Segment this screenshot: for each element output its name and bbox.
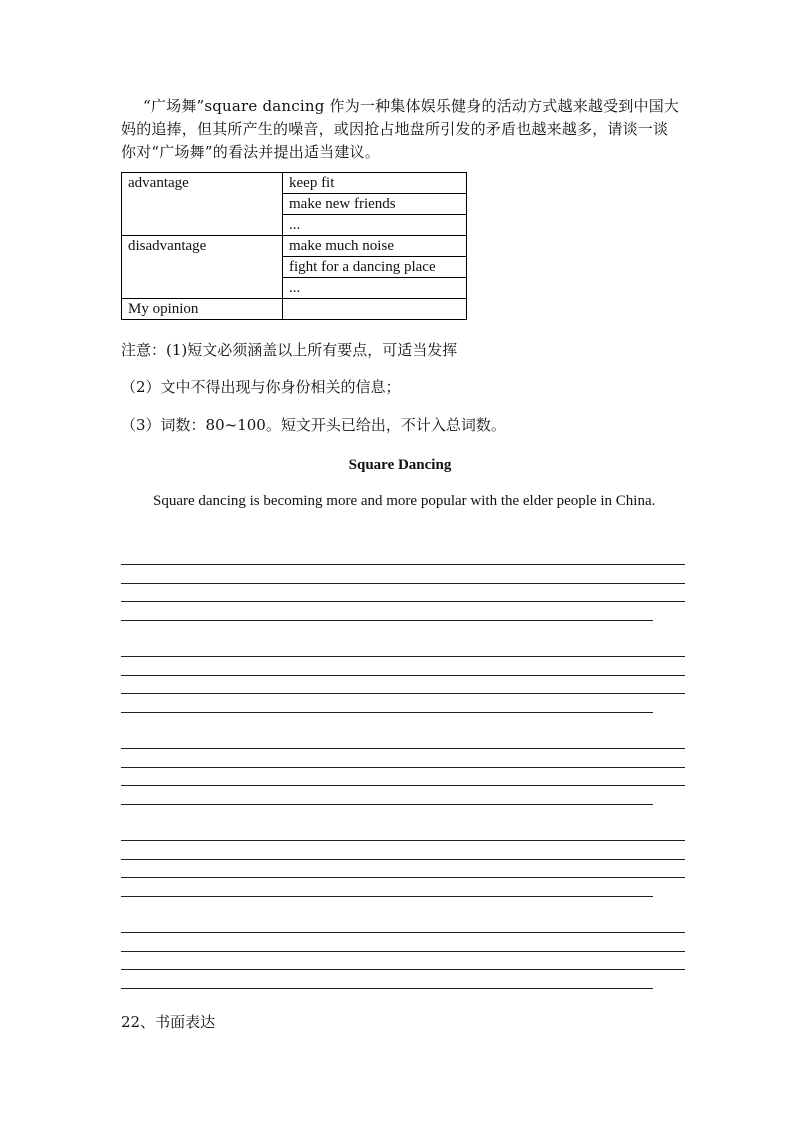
advantage-item: make new friends bbox=[283, 194, 467, 215]
writing-line[interactable] bbox=[121, 932, 685, 933]
writing-line[interactable] bbox=[121, 896, 653, 897]
advantage-item: keep fit bbox=[283, 173, 467, 194]
writing-line[interactable] bbox=[121, 693, 685, 694]
disadvantage-item: fight for a dancing place bbox=[283, 257, 467, 278]
disadvantage-item: ... bbox=[283, 278, 467, 299]
advantage-item: ... bbox=[283, 215, 467, 236]
disadvantage-item: make much noise bbox=[283, 236, 467, 257]
essay-title: Square Dancing bbox=[348, 457, 452, 473]
note-2: （2）文中不得出现与你身份相关的信息； bbox=[121, 378, 401, 396]
writing-line[interactable] bbox=[121, 969, 685, 970]
writing-line[interactable] bbox=[121, 564, 685, 565]
note-1: 注意：(1)短文必须涵盖以上所有要点，可适当发挥 bbox=[121, 341, 458, 359]
writing-line[interactable] bbox=[121, 620, 653, 621]
writing-line[interactable] bbox=[121, 859, 685, 860]
essay-opening: Square dancing is becoming more and more popular with the elder people in China. bbox=[153, 493, 656, 509]
writing-line[interactable] bbox=[121, 877, 685, 878]
opinion-label: My opinion bbox=[122, 299, 283, 320]
writing-line[interactable] bbox=[121, 583, 685, 584]
writing-line[interactable] bbox=[121, 748, 685, 749]
outline-table bbox=[121, 172, 467, 320]
writing-line[interactable] bbox=[121, 675, 685, 676]
writing-line[interactable] bbox=[121, 840, 685, 841]
advantage-label: advantage bbox=[122, 173, 283, 236]
opinion-cell[interactable] bbox=[283, 299, 467, 320]
writing-line[interactable] bbox=[121, 601, 685, 602]
note-3: （3）词数：80~100。短文开头已给出，不计入总词数。 bbox=[121, 416, 506, 434]
writing-line[interactable] bbox=[121, 767, 685, 768]
question-heading: 22、书面表达 bbox=[121, 1013, 216, 1031]
task-instructions: “广场舞”square dancing 作为一种集体娱乐健身的活动方式越来越受到中国大妈的追捧，但其所产生的噪音，或因抢占地盘所引发的矛盾也越来越多，请谈一谈你对“广场舞”的看法并提出适当建议。 bbox=[121, 97, 680, 161]
writing-line[interactable] bbox=[121, 988, 653, 989]
writing-line[interactable] bbox=[121, 785, 685, 786]
writing-line[interactable] bbox=[121, 712, 653, 713]
disadvantage-label: disadvantage bbox=[122, 236, 283, 299]
writing-line[interactable] bbox=[121, 951, 685, 952]
writing-line[interactable] bbox=[121, 656, 685, 657]
writing-line[interactable] bbox=[121, 804, 653, 805]
